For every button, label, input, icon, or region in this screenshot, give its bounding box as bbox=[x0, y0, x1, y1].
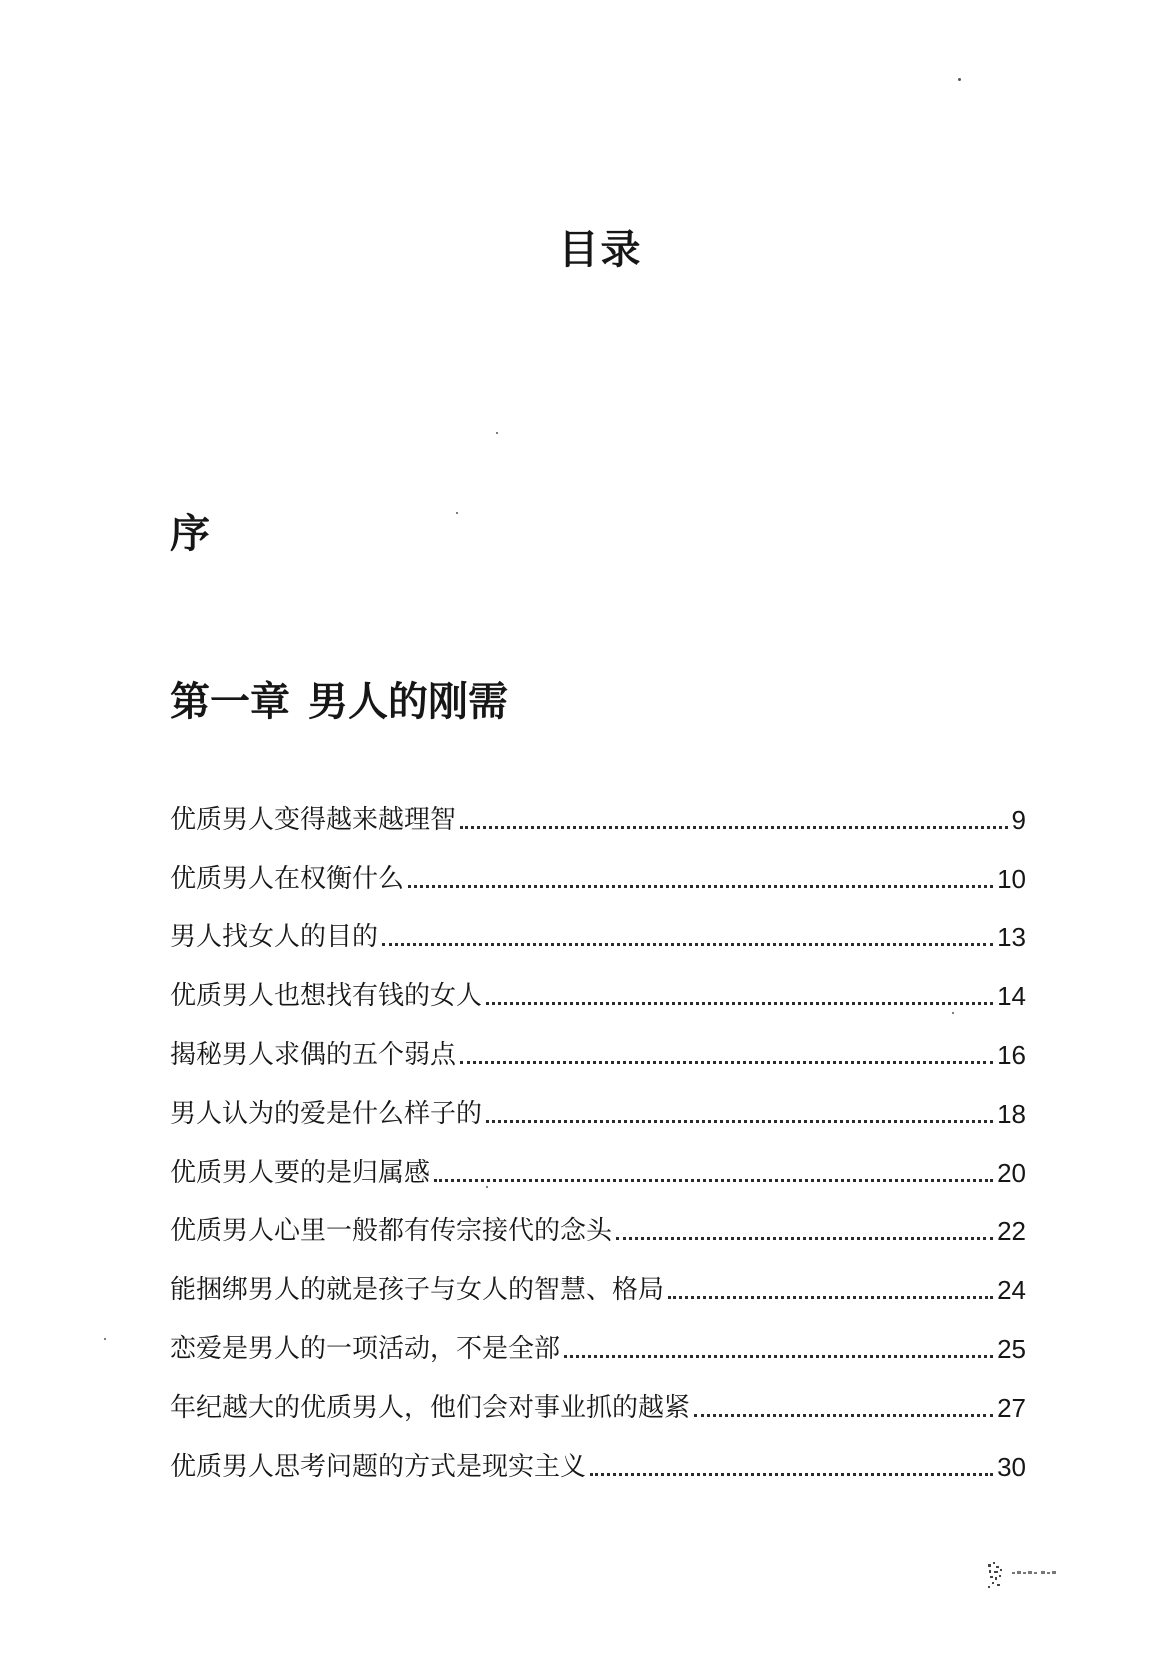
dot-leader bbox=[486, 1120, 993, 1123]
toc-entry bbox=[170, 896, 1026, 955]
toc-entry bbox=[170, 1072, 1026, 1131]
toc-entry bbox=[170, 1190, 1026, 1249]
toc-entry-title: 优质男人要的是归属感 bbox=[170, 1157, 431, 1188]
table-of-contents bbox=[170, 778, 1026, 1484]
toc-entry-page: 10 bbox=[997, 863, 1026, 894]
dot-leader bbox=[460, 826, 1008, 829]
toc-entry-title: 优质男人在权衡什么 bbox=[170, 863, 405, 894]
toc-entry-page: 24 bbox=[997, 1275, 1026, 1306]
chapter-number: 第一章 bbox=[170, 679, 290, 725]
scan-speck bbox=[952, 1012, 954, 1014]
scan-speck bbox=[486, 1186, 488, 1188]
scan-speck bbox=[496, 432, 498, 434]
toc-entry-title: 男人找女人的目的 bbox=[170, 922, 379, 953]
toc-entry-title: 优质男人心里一般都有传宗接代的念头 bbox=[170, 1216, 613, 1247]
dot-leader bbox=[382, 943, 993, 946]
toc-entry bbox=[170, 1366, 1026, 1425]
toc-entry-page: 30 bbox=[997, 1451, 1026, 1482]
toc-entry bbox=[170, 954, 1026, 1013]
dot-leader bbox=[486, 1002, 993, 1005]
toc-entry-page: 18 bbox=[997, 1098, 1026, 1129]
toc-entry-title: 揭秘男人求偶的五个弱点 bbox=[170, 1039, 457, 1070]
toc-entry-page: 20 bbox=[997, 1157, 1026, 1188]
toc-entry bbox=[170, 1013, 1026, 1072]
preface-heading: 序 bbox=[170, 511, 210, 557]
dot-leader bbox=[694, 1414, 993, 1417]
toc-entry-page: 25 bbox=[997, 1333, 1026, 1364]
toc-entry-page: 14 bbox=[997, 981, 1026, 1012]
toc-entry-page: 9 bbox=[1011, 804, 1026, 835]
toc-entry bbox=[170, 1425, 1026, 1484]
toc-entry-title: 优质男人变得越来越理智 bbox=[170, 804, 457, 835]
dot-leader bbox=[408, 885, 993, 888]
scan-speck bbox=[456, 512, 458, 514]
toc-entry-title: 年纪越大的优质男人，他们会对事业抓的越紧 bbox=[170, 1392, 691, 1423]
toc-entry-title: 优质男人思考问题的方式是现实主义 bbox=[170, 1451, 587, 1482]
dot-leader bbox=[590, 1473, 993, 1476]
toc-entry bbox=[170, 778, 1026, 837]
toc-entry-title: 能捆绑男人的就是孩子与女人的智慧、格局 bbox=[170, 1275, 665, 1306]
dot-leader bbox=[616, 1237, 993, 1240]
toc-entry-title: 男人认为的爱是什么样子的 bbox=[170, 1098, 483, 1129]
toc-entry-page: 16 bbox=[997, 1039, 1026, 1070]
toc-entry-page: 13 bbox=[997, 922, 1026, 953]
toc-entry bbox=[170, 1131, 1026, 1190]
toc-entry-page: 22 bbox=[997, 1216, 1026, 1247]
toc-entry-title: 优质男人也想找有钱的女人 bbox=[170, 981, 483, 1012]
dot-leader bbox=[668, 1296, 993, 1299]
toc-entry bbox=[170, 1307, 1026, 1366]
dot-leader bbox=[564, 1355, 993, 1358]
dot-leader bbox=[434, 1179, 993, 1182]
chapter-name: 男人的刚需 bbox=[308, 679, 508, 725]
toc-entry bbox=[170, 1248, 1026, 1307]
toc-entry bbox=[170, 837, 1026, 896]
scan-speck bbox=[958, 78, 961, 81]
scan-speck bbox=[104, 1338, 106, 1340]
logo-stamp-icon bbox=[984, 1558, 1084, 1592]
dot-leader bbox=[460, 1061, 993, 1064]
page-title: 目录 bbox=[558, 227, 643, 273]
toc-entry-title: 恋爱是男人的一项活动，不是全部 bbox=[170, 1333, 561, 1364]
chapter-heading bbox=[170, 670, 508, 727]
toc-entry-page: 27 bbox=[997, 1392, 1026, 1423]
